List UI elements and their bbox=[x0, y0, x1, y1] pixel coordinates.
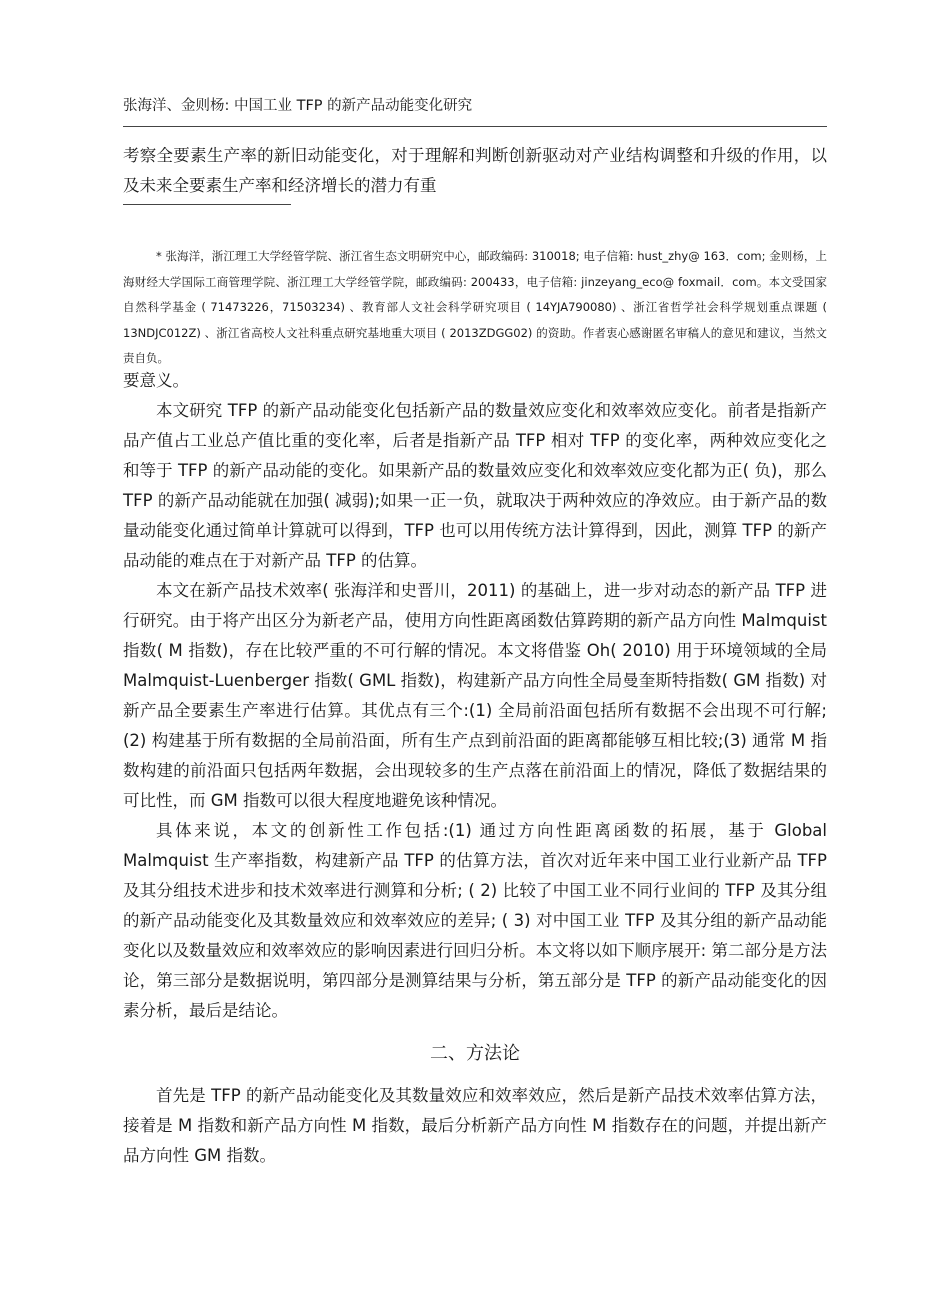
footnote-rule bbox=[123, 204, 291, 205]
section-heading: 二、方法论 bbox=[430, 1043, 520, 1064]
paragraph-3: 具体来说，本文的创新性工作包括:(1) 通过方向性距离函数的拓展，基于 Global Malmquist 生产率指数，构建新产品 TFP 的估算方法，首次对近年来中国工业行业新产品 TFP 及其分组技术进步和技术效率进行测算和分析; ( 2) 比较了中国工业不同行业间的 TFP 及其分组的新产品动能变化及其数量效应和效率效应的差异; ( 3) 对中国工业 TFP 及其分组的新产品动能变化以及数量效应和效率效应的影响因素进行回归分析。本文将以如下顺序展开: 第二部分是方法论，第三部分是数据说明，第四部分是测算结果与分析，第五部分是 TFP 的新产品动能变化的因素分析，最后是结论。 bbox=[123, 821, 827, 1020]
running-header: 张海洋、金则杨: 中国工业 TFP 的新产品动能变化研究 bbox=[123, 98, 473, 114]
paragraph-1: 本文研究 TFP 的新产品动能变化包括新产品的数量效应变化和效率效应变化。前者是指新产品产值占工业总产值比重的变化率，后者是指新产品 TFP 相对 TFP 的变化率，两种效应变化之和等于 TFP 的新产品动能的变化。如果新产品的数量效应变化和效率效应变化都为正( 负)，那么 TFP 的新产品动能就在加强( 减弱);如果一正一负，就取决于两种效应的净效应。由于新产品的数量动能变化通过简单计算就可以得到，TFP 也可以用传统方法计算得到，因此，测算 TFP 的新产品动能的难点在于对新产品 TFP 的估算。 bbox=[123, 401, 827, 570]
paragraph-top: 考察全要素生产率的新旧动能变化，对于理解和判断创新驱动对产业结构调整和升级的作用，以及未来全要素生产率和经济增长的潜力有重 bbox=[123, 146, 827, 195]
paragraph-continuation: 要意义。 bbox=[123, 371, 189, 390]
footnote: * 张海洋，浙江理工大学经管学院、浙江省生态文明研究中心，邮政编码: 310018; 电子信箱: hust_zhy@ 163．com; 金则杨，上海财经大学国际工商管理学院、浙江理工大学经管学院，邮政编码: 200433，电子信箱: jinzeyang_eco@ foxmail．com。本文受国家自然科学基金 ( 71473226，71503234) 、教育部人文社会科学研究项目 ( 14YJA790080) 、浙江省哲学社会科学规划重点课题 ( 13NDJC012Z) 、浙江省高校人文社科重点研究基地重大项目 ( 2013ZDGG02) 的资助。作者衷心感谢匿名审稿人的意见和建议，当然文责自负。 bbox=[123, 249, 827, 365]
header-rule bbox=[123, 126, 827, 127]
paragraph-2: 本文在新产品技术效率( 张海洋和史晋川，2011) 的基础上，进一步对动态的新产品 TFP 进行研究。由于将产出区分为新老产品，使用方向性距离函数估算跨期的新产品方向性 Malmquist 指数( M 指数)，存在比较严重的不可行解的情况。本文将借鉴 Oh( 2010) 用于环境领域的全局 Malmquist-Luenberger 指数( GML 指数)，构建新产品方向性全局曼奎斯特指数( GM 指数) 对新产品全要素生产率进行估算。其优点有三个:(1) 全局前沿面包括所有数据不会出现不可行解;(2) 构建基于所有数据的全局前沿面，所有生产点到前沿面的距离都能够互相比较;(3) 通常 M 指数构建的前沿面只包括两年数据，会出现较多的生产点落在前沿面上的情况，降低了数据结果的可比性，而 GM 指数可以很大程度地避免该种情况。 bbox=[123, 581, 827, 810]
paragraph-4: 首先是 TFP 的新产品动能变化及其数量效应和效率效应，然后是新产品技术效率估算方法，接着是 M 指数和新产品方向性 M 指数，最后分析新产品方向性 M 指数存在的问题，并提出新产品方向性 GM 指数。 bbox=[123, 1086, 827, 1165]
